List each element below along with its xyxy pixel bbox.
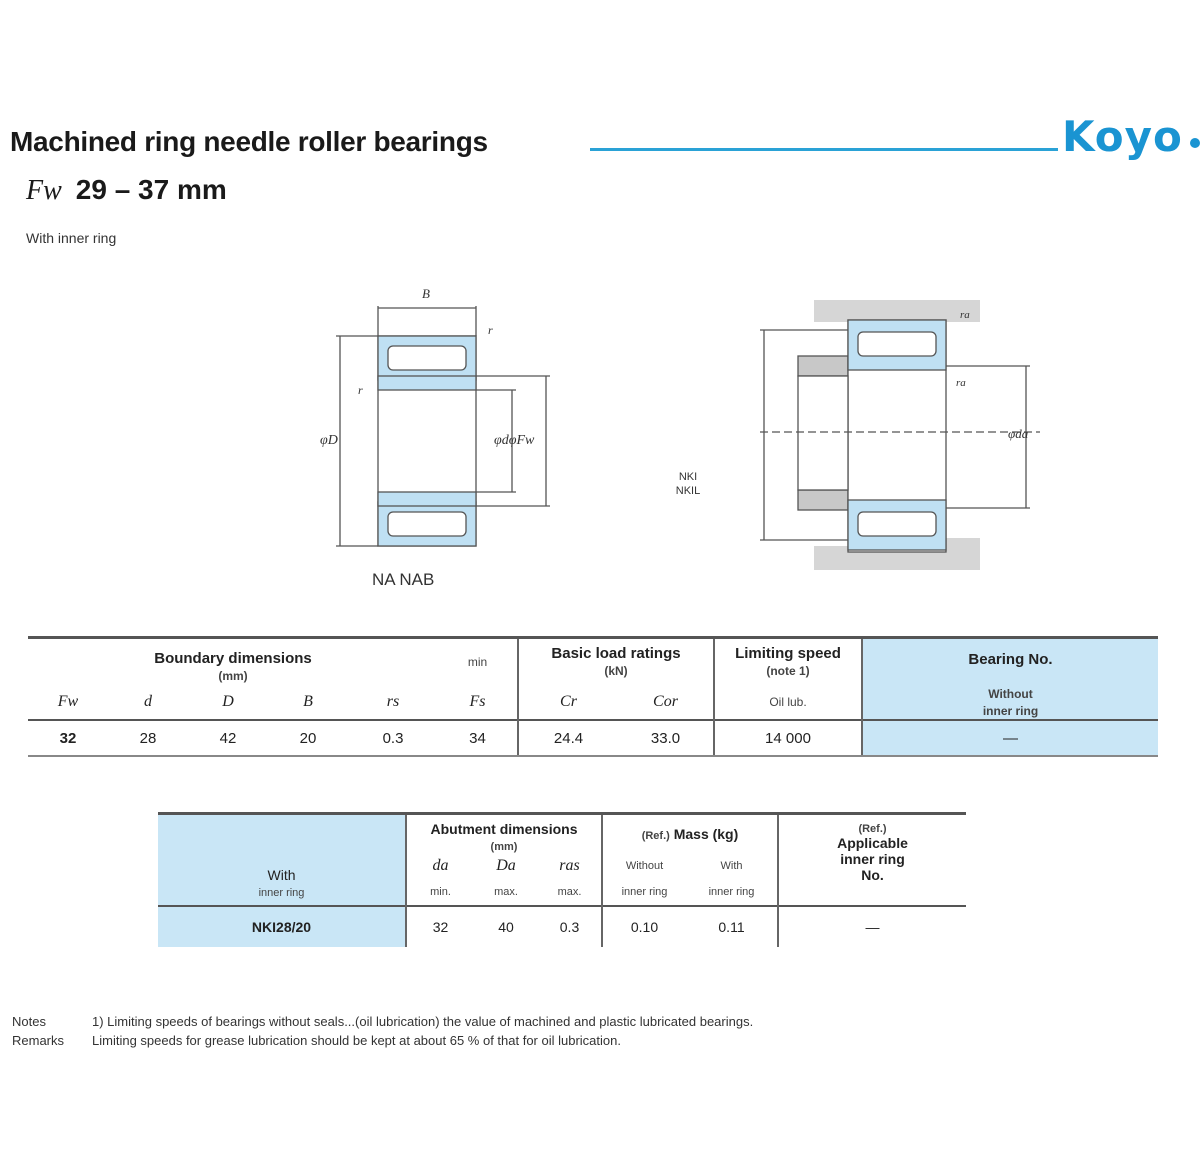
col-fs: Fs: [438, 684, 518, 720]
footnote-1: Notes 1) Limiting speeds of bearings without seals...(oil lubrication) the value of machined and plastic lubricated bearings.: [12, 1014, 754, 1029]
cell-da-max: 40: [474, 906, 538, 947]
bearing-no-header: Bearing No. Without inner ring: [862, 638, 1158, 721]
col-b: B: [303, 692, 313, 710]
size-range-value: 29 – 37 mm: [75, 174, 227, 205]
dim-d-fw-label: φdφFw: [494, 433, 535, 448]
unit-da: min.: [430, 886, 451, 898]
left-cross-section: [336, 306, 550, 546]
figure-caption: NA NAB: [372, 570, 435, 589]
col-d: d: [144, 692, 152, 710]
fw-symbol: Fw: [26, 175, 62, 206]
col-ras: ras: [538, 853, 602, 879]
applicable-header: (Ref.) Applicable inner ring No.: [837, 823, 908, 883]
cell-rs: 0.3: [348, 720, 438, 756]
cell-b: 20: [268, 720, 348, 756]
dim-r-label: r: [488, 323, 493, 337]
col-rs: rs: [386, 692, 400, 710]
load-ratings-header: Basic load ratings (kN): [518, 638, 714, 685]
limiting-speed-header: Limiting speed (note 1): [714, 638, 862, 685]
center-series-labels: [666, 470, 710, 498]
cell-bearing-no: —: [862, 720, 1158, 756]
brand-logo: Koyo: [1062, 112, 1183, 161]
cell-ras: 0.3: [538, 906, 602, 947]
cell-fs: 34: [438, 720, 518, 756]
col-oil-lub: Oil lub.: [714, 684, 862, 720]
table-row: [28, 720, 1158, 756]
unit-mass-with: inner ring: [686, 879, 778, 906]
cell-d: 28: [108, 720, 188, 756]
dim-r-inner-label: r: [358, 383, 363, 397]
abutment-header: Abutment dimensions (mm): [406, 814, 602, 854]
dimensions-table: [28, 636, 1158, 757]
cell-da: 32: [406, 906, 474, 947]
inner-ring-note: With inner ring: [26, 230, 117, 246]
cell-mass-with: 0.11: [686, 906, 778, 947]
col-d-outer: D: [222, 692, 234, 710]
table-row: [158, 906, 966, 947]
footnote-2: Remarks Limiting speeds for grease lubrication should be kept at about 65 % of that for oil lubrication.: [12, 1033, 621, 1048]
col-cr: Cr: [560, 692, 577, 710]
cell-bearing: NKI28/20: [158, 906, 406, 947]
cell-d-outer: 42: [188, 720, 268, 756]
cell-cor: 33.0: [618, 720, 714, 756]
dim-b-label: B: [422, 286, 430, 301]
dim-ra-top-label: ra: [960, 309, 970, 321]
unit-da-max: max.: [494, 886, 518, 898]
right-mounting-view: [760, 300, 1040, 570]
col-cor: Cor: [618, 684, 714, 720]
col-mass-with: With: [686, 853, 778, 879]
col-mass-without: Without: [625, 860, 664, 872]
cell-oil-lub: 14 000: [714, 720, 862, 756]
boundary-dimensions-header: Boundary dimensions (mm): [154, 649, 312, 683]
abutment-table: [158, 812, 966, 947]
dim-d-outer-label: φD: [320, 433, 338, 448]
col-da: da: [432, 857, 449, 874]
dim-ra-label: ra: [956, 377, 966, 389]
center-label-2: NKIL: [675, 485, 701, 497]
col-fw: Fw: [57, 692, 79, 710]
unit-mass-without: inner ring: [621, 886, 668, 898]
page-title: Machined ring needle roller bearings: [10, 126, 488, 157]
col-da-max: Da: [496, 857, 516, 874]
unit-ras: max.: [538, 879, 602, 906]
min-header: min: [438, 638, 518, 685]
footnotes: [12, 1012, 753, 1050]
cell-cr: 24.4: [518, 720, 618, 756]
cell-fw: 32: [28, 720, 108, 756]
center-label-1: NKI: [678, 471, 698, 483]
with-inner-ring-header: With inner ring: [158, 814, 406, 907]
mass-header: (Ref.) Mass (kg): [602, 814, 778, 854]
dim-da-label: φda: [1008, 426, 1029, 441]
cell-applicable: —: [778, 906, 966, 947]
cell-mass-without: 0.10: [602, 906, 686, 947]
